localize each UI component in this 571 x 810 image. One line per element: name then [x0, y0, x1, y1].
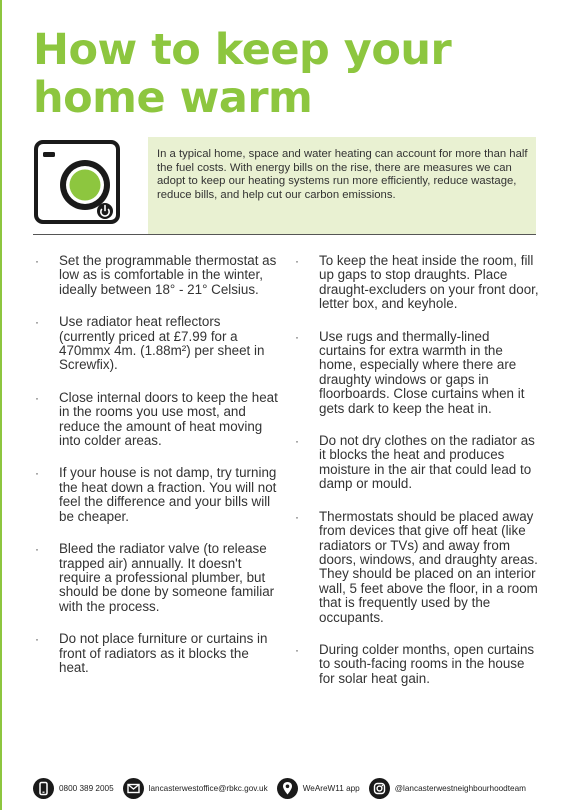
tips-left-column [35, 254, 280, 693]
tip-text: Close internal doors to keep the heat in the rooms you use most, and reduce the amount of heat moving into colder areas. [59, 389, 278, 449]
tip-text: Thermostats should be placed away from devices that give off heat (like radiators or TVs) and away from doors, windows, and draughty areas. They should be placed on an interior wall, 5 feet above the floor, in a room that is frequently used by the occupants. [319, 508, 538, 625]
list-item [35, 542, 280, 614]
footer-app[interactable] [277, 778, 360, 799]
tip-text: Do not dry clothes on the radiator as it blocks the heat and produces moisture in the air that could lead to damp or mould. [319, 433, 535, 492]
list-item [295, 254, 540, 312]
bullet: · [35, 254, 39, 268]
bullet: · [35, 542, 39, 557]
list-item [295, 434, 540, 492]
app-name: WeAreW11 app [302, 783, 360, 793]
tip-text: Use rugs and thermally-lined curtains for extra warmth in the home, especially where there are draughty windows or gaps in floorboards. Close curtains when it gets dark to keep the heat in. [319, 328, 525, 416]
bullet: · [35, 390, 39, 405]
list-item [295, 643, 540, 686]
tip-text: Bleed the radiator valve (to release trapped air) annually. It doesn't require a professional plumber, but should be done by someone familiar with the process. [59, 541, 275, 614]
tip-text: To keep the heat inside the room, fill up gaps to stop draughts. Place draught-excluders on your front door, letter box, and keyhole. [319, 253, 539, 312]
footer-instagram[interactable] [369, 778, 526, 799]
contact-footer [33, 774, 553, 802]
bullet: · [295, 642, 299, 657]
list-item [35, 254, 280, 297]
bullet: · [295, 509, 299, 524]
instagram-handle: @lancasterwestneighbourhoodteam [394, 783, 526, 793]
location-pin-icon [277, 778, 298, 799]
left-accent-rule [0, 0, 2, 810]
email-address: lancasterwestoffice@rbkc.gov.uk [148, 783, 268, 793]
bullet: · [35, 315, 39, 330]
list-item [35, 391, 280, 449]
phone-icon [33, 778, 54, 799]
intro-text: In a typical home, space and water heating can account for more than half the fuel costs. With energy bills on the rise, there are measures we can adopt to keep our heating systems run more efficiently, reduce wastage, reduce bills, and help cut our carbon emissions. [157, 148, 528, 201]
list-item [295, 330, 540, 416]
phone-number: 0800 389 2005 [59, 783, 114, 793]
tip-text: If your house is not damp, try turning the heat down a fraction. You will not feel the difference and your bills will be cheaper. [59, 465, 277, 524]
footer-phone[interactable] [33, 778, 114, 799]
tip-text: Use radiator heat reflectors (currently priced at £7.99 for a 470mmx 4m. (1.88m²) per sheet in Screwfix). [59, 314, 265, 373]
instagram-icon [369, 778, 390, 799]
bullet: · [35, 632, 39, 647]
thermostat-icon [34, 140, 120, 224]
list-item [35, 466, 280, 524]
list-item [35, 315, 280, 373]
tips-right-column [295, 254, 540, 704]
intro-divider [33, 234, 536, 235]
tip-text: Set the programmable thermostat as low as is comfortable in the winter, ideally between 18° - 21° Celsius. [59, 253, 277, 297]
bullet: · [295, 254, 299, 268]
tip-text: Do not place furniture or curtains in front of radiators as it blocks the heat. [59, 631, 268, 675]
tip-text: During colder months, open curtains to south-facing rooms in the house for solar heat gain. [319, 641, 535, 686]
bullet: · [295, 434, 299, 449]
bullet: · [295, 329, 299, 344]
list-item [295, 510, 540, 625]
email-icon [123, 778, 144, 799]
list-item [35, 632, 280, 675]
footer-email[interactable] [123, 778, 268, 799]
page-title: How to keep your home warm [33, 25, 452, 123]
bullet: · [35, 466, 39, 481]
